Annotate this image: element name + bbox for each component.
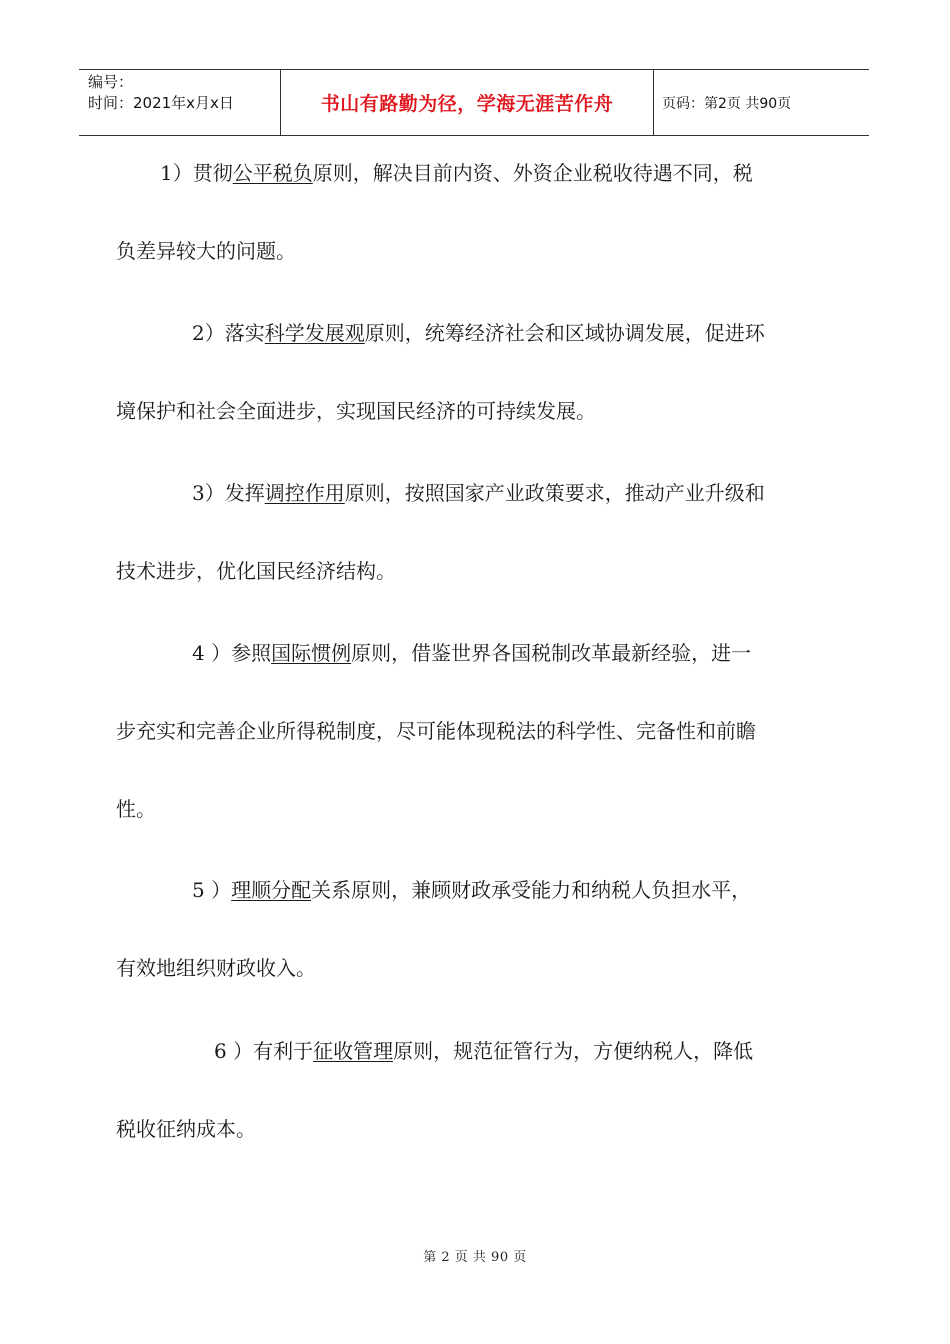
page-footer: 第 2 页 共 90 页 (423, 1250, 527, 1265)
text-run: 1）贯彻 (160, 161, 233, 185)
text-run: 6 ）有利于 (214, 1039, 314, 1063)
text-run: 原则，按照国家产业政策要求，推动产业升级和 (344, 481, 765, 505)
underlined-term: 征收管理 (313, 1039, 394, 1063)
paragraph (116, 851, 832, 1007)
text-line (116, 770, 832, 848)
text-run: 4 ）参照 (192, 641, 272, 665)
text-line (116, 294, 832, 372)
underlined-term: 公平税负 (232, 161, 313, 185)
text-line (116, 1012, 832, 1090)
paragraph (116, 134, 832, 290)
text-line (116, 454, 832, 532)
page-header (79, 69, 869, 136)
text-run: 原则，解决目前内资、外资企业税收待遇不同，税 (312, 161, 753, 185)
underlined-term: 调控作用 (264, 481, 345, 505)
paragraph (116, 454, 832, 610)
text-run: 3）发挥 (192, 481, 265, 505)
text-line (116, 929, 832, 1007)
text-run: 2）落实 (192, 321, 265, 345)
text-run: 有效地组织财政收入。 (116, 956, 316, 980)
text-run: 税收征纳成本。 (116, 1117, 256, 1141)
header-meta (88, 72, 234, 114)
text-line (116, 372, 832, 450)
text-line (116, 134, 832, 212)
text-run: 境保护和社会全面进步，实现国民经济的可持续发展。 (116, 399, 596, 423)
text-run: 原则，统筹经济社会和区域协调发展，促进环 (364, 321, 765, 345)
underlined-term: 理顺分配 (231, 878, 312, 902)
text-line (116, 614, 832, 692)
paragraph (116, 614, 832, 848)
header-divider (653, 70, 654, 135)
header-motto: 书山有路勤为径，学海无涯苦作舟 (320, 93, 614, 115)
text-run: 原则，借鉴世界各国税制改革最新经验，进一 (351, 641, 752, 665)
underlined-term: 科学发展观 (264, 321, 365, 345)
text-line (116, 692, 832, 770)
text-run: 5 ） (192, 878, 232, 902)
text-line (116, 532, 832, 610)
document-number-label: 编号： (88, 73, 134, 91)
text-line (116, 851, 832, 929)
text-run: 技术进步，优化国民经济结构。 (116, 559, 396, 583)
text-run: 关系原则，兼顾财政承受能力和纳税人负担水平， (311, 878, 752, 902)
text-run: 步充实和完善企业所得税制度，尽可能体现税法的科学性、完备性和前瞻 (116, 719, 756, 743)
text-line (116, 212, 832, 290)
paragraph (116, 1012, 832, 1168)
text-run: 负差异较大的问题。 (116, 239, 296, 263)
underlined-term: 国际惯例 (271, 641, 352, 665)
paragraph (116, 294, 832, 450)
document-date: 时间：2021年x月x日 (88, 94, 234, 112)
text-line (116, 1090, 832, 1168)
text-run: 原则，规范征管行为，方便纳税人，降低 (393, 1039, 754, 1063)
text-run: 性。 (116, 797, 156, 821)
header-page-info: 页码：第2页 共90页 (662, 95, 792, 112)
